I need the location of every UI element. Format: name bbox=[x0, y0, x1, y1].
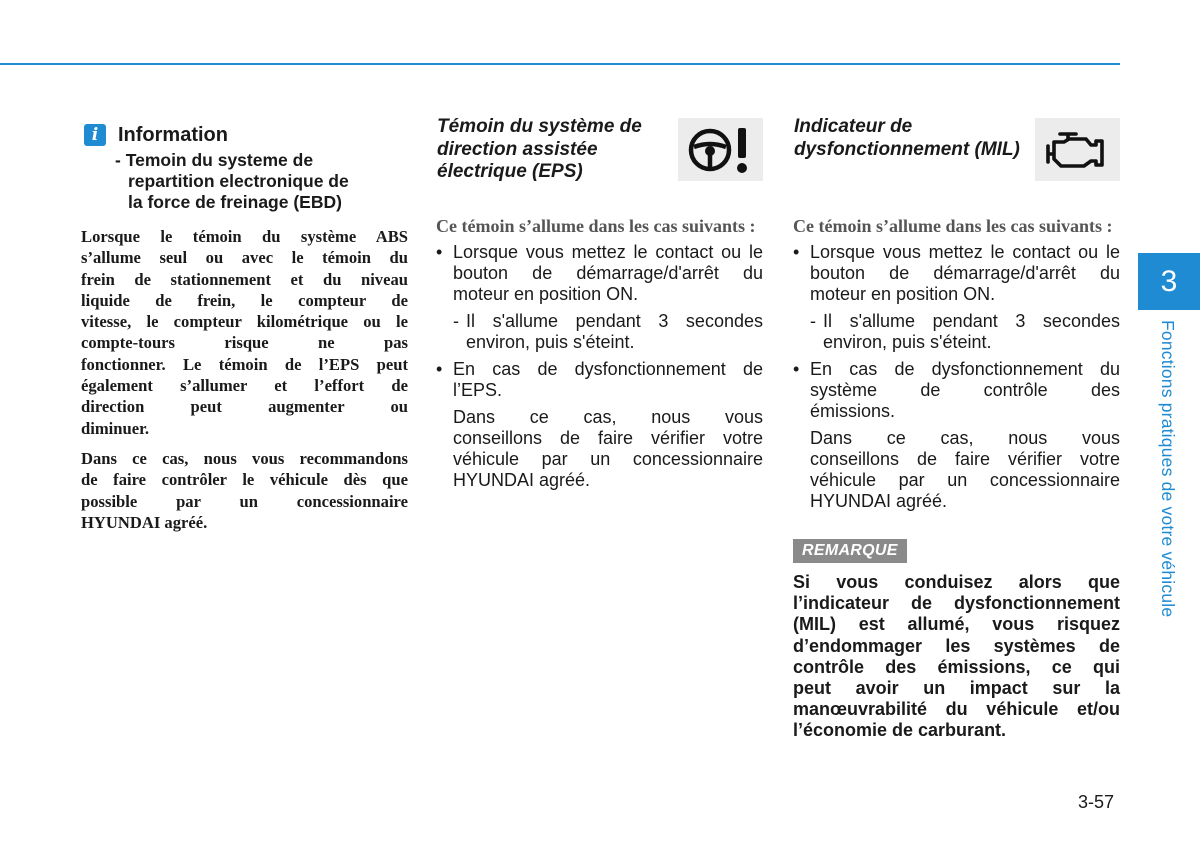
information-paragraph-1 bbox=[81, 226, 408, 439]
text-line: direction peut augmenter ou bbox=[81, 397, 408, 417]
list-item-text: En cas de dysfonctionnement de l’EPS. bbox=[453, 359, 763, 400]
bullet-icon: • bbox=[436, 242, 443, 262]
text-line: HYUNDAI agréé. bbox=[453, 470, 591, 490]
text-line: fonctionner. Le témoin de l’EPS peut bbox=[81, 354, 408, 374]
sub-item bbox=[436, 311, 763, 353]
remark-text bbox=[793, 572, 1120, 742]
dash-icon: - bbox=[810, 311, 816, 331]
text-line: Dans ce cas, nous vous bbox=[810, 428, 1120, 448]
text-line: diminuer. bbox=[81, 418, 150, 438]
text-line: HYUNDAI agréé. bbox=[81, 512, 208, 532]
text-line: peut avoir un impact sur la bbox=[793, 678, 1120, 699]
text-line: s’allume seul ou avec le témoin du bbox=[81, 248, 408, 268]
mil-lead: Ce témoin s’allume dans les cas suivants : bbox=[793, 216, 1113, 236]
information-box bbox=[81, 122, 408, 533]
information-header bbox=[81, 122, 408, 148]
text-line: contrôle des émissions, ce qui bbox=[793, 656, 1120, 677]
mil-paragraph bbox=[793, 428, 1120, 512]
bullet-icon: • bbox=[793, 359, 800, 379]
text-line: véhicule par un concessionnaire bbox=[810, 470, 1120, 490]
text-line: l’économie de carburant. bbox=[793, 720, 1007, 741]
mil-list bbox=[793, 242, 1120, 512]
chapter-tab: 3 bbox=[1138, 253, 1200, 310]
header-rule bbox=[0, 63, 1120, 65]
eps-header bbox=[436, 116, 763, 186]
eps-section bbox=[436, 116, 763, 491]
text-line: vitesse, le compteur kilométrique ou le bbox=[81, 312, 408, 332]
eps-lead: Ce témoin s’allume dans les cas suivants : bbox=[436, 216, 756, 236]
text-line: HYUNDAI agréé. bbox=[810, 491, 948, 511]
information-subtitle-line: repartition electronique de bbox=[128, 171, 349, 191]
text-line: Si vous conduisez alors que bbox=[793, 572, 1120, 592]
information-paragraph-2 bbox=[81, 448, 408, 533]
remark-badge: REMARQUE bbox=[793, 539, 907, 563]
text-line: véhicule par un concessionnaire bbox=[453, 449, 763, 469]
mil-section bbox=[793, 116, 1120, 742]
text-line: conseillons de faire vérifier votre bbox=[453, 428, 763, 448]
bullet-icon: • bbox=[436, 359, 443, 379]
text-line: Dans ce cas, nous vous bbox=[453, 407, 763, 427]
list-item bbox=[793, 242, 1120, 305]
text-line: l’indicateur de dysfonctionnement bbox=[793, 593, 1120, 614]
list-item bbox=[436, 242, 763, 305]
dash-icon: - bbox=[453, 311, 459, 331]
information-title: Information bbox=[118, 123, 228, 146]
information-subtitle-line: la force de freinage (EBD) bbox=[128, 192, 342, 212]
text-line: manœuvrabilité du véhicule et/ou bbox=[793, 699, 1120, 720]
page-number: 3-57 bbox=[1078, 792, 1115, 812]
information-subtitle bbox=[115, 150, 408, 213]
text-line: possible par un concessionnaire bbox=[81, 491, 408, 511]
list-item bbox=[793, 359, 1120, 422]
text-line: système de contrôle des bbox=[810, 380, 1120, 400]
text-line: Dans ce cas, nous vous recommandons bbox=[81, 448, 408, 468]
sub-item bbox=[793, 311, 1120, 353]
eps-title: Témoin du système de direction assistée électrique (EPS) bbox=[437, 116, 642, 182]
info-icon: i bbox=[84, 124, 106, 146]
text-line: frein de stationnement et du niveau bbox=[81, 269, 408, 289]
eps-warning-icon bbox=[678, 118, 763, 181]
text-line: liquide de frein, le compteur de bbox=[81, 290, 408, 310]
list-item-text bbox=[810, 359, 1120, 422]
list-item bbox=[436, 359, 763, 401]
text-line: Lorsque le témoin du système ABS bbox=[81, 227, 408, 246]
text-line: de faire contrôler le véhicule dès que bbox=[81, 470, 408, 490]
chapter-title: Fonctions pratiques de votre véhicule bbox=[1158, 320, 1178, 618]
text-line: compte-tours risque ne pas bbox=[81, 333, 408, 353]
eps-paragraph bbox=[436, 407, 763, 491]
text-line: (MIL) est allumé, vous risquez bbox=[793, 614, 1120, 635]
list-item-text: Lorsque vous mettez le contact ou le bouton de démarrage/d'arrêt du moteur en position ON. bbox=[810, 242, 1120, 304]
text-line: émissions. bbox=[810, 401, 896, 421]
list-item-text: Lorsque vous mettez le contact ou le bouton de démarrage/d'arrêt du moteur en position ON. bbox=[453, 242, 763, 304]
engine-check-icon bbox=[1035, 118, 1120, 181]
sub-item-text: Il s'allume pendant 3 secondes environ, puis s'éteint. bbox=[466, 311, 763, 352]
mil-header bbox=[793, 116, 1120, 186]
sub-item-text: Il s'allume pendant 3 secondes environ, puis s'éteint. bbox=[823, 311, 1120, 352]
eps-list bbox=[436, 242, 763, 491]
text-line: En cas de dysfonctionnement du bbox=[810, 359, 1120, 379]
text-line: d’endommager les systèmes de bbox=[793, 635, 1120, 656]
text-line: également s’allumer et l’effort de bbox=[81, 376, 408, 396]
mil-title: Indicateur de dysfonctionnement (MIL) bbox=[794, 116, 1020, 160]
information-subtitle-line: - Temoin du systeme de bbox=[115, 150, 314, 170]
text-line: conseillons de faire vérifier votre bbox=[810, 449, 1120, 469]
bullet-icon: • bbox=[793, 242, 800, 262]
